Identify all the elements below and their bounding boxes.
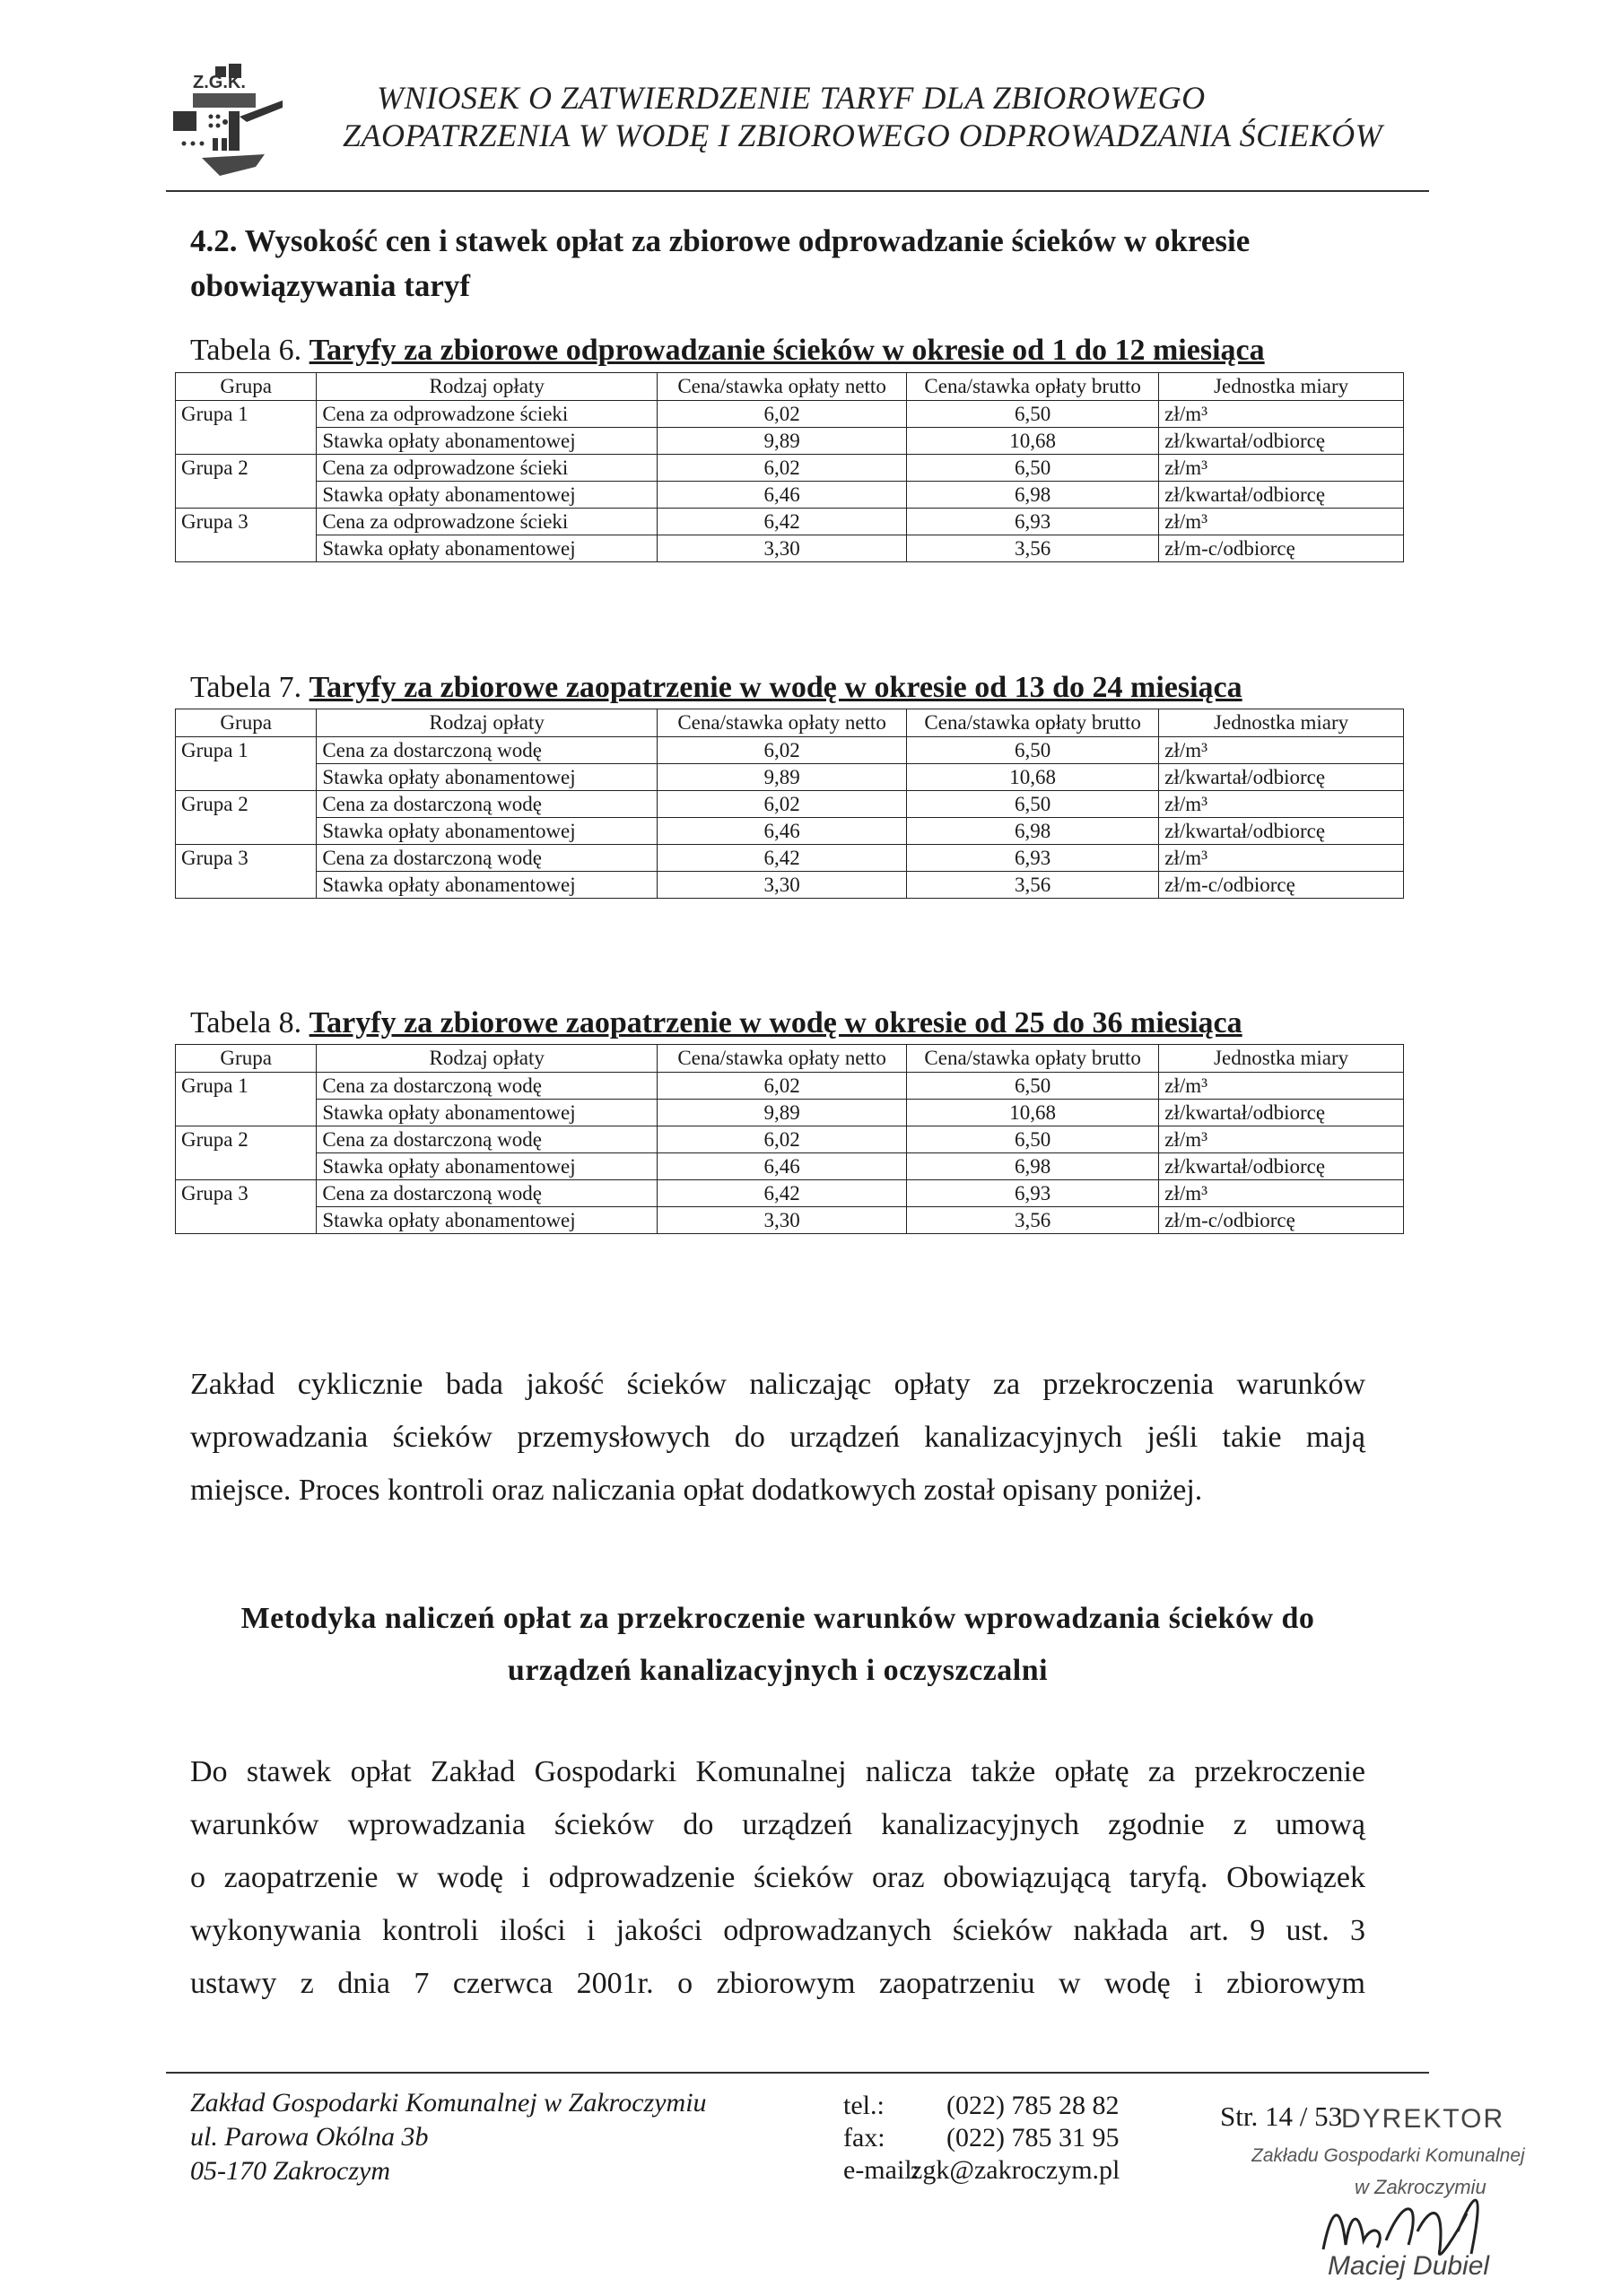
cell-net: 9,89 (658, 764, 907, 791)
cell-type: Cena za dostarczoną wodę (317, 737, 658, 764)
header-group: Grupa (176, 1045, 317, 1073)
cell-net: 3,30 (658, 535, 907, 562)
cell-group: Grupa 2 (176, 791, 317, 845)
cell-net: 9,89 (658, 1100, 907, 1126)
footer-city: 05-170 Zakroczym (190, 2156, 391, 2186)
table-header-row (176, 1045, 1404, 1073)
cell-unit: zł/m³ (1159, 1180, 1404, 1207)
cell-unit: zł/kwartał/odbiorcę (1159, 482, 1404, 509)
cell-net: 6,02 (658, 1126, 907, 1153)
table-header-row (176, 709, 1404, 737)
footer-street: ul. Parowa Okólna 3b (190, 2122, 429, 2152)
cell-type: Cena za odprowadzone ścieki (317, 455, 658, 482)
fax-label: fax: (843, 2123, 885, 2152)
header-unit: Jednostka miary (1159, 1045, 1404, 1073)
table-row (176, 1207, 1404, 1234)
table-row (176, 428, 1404, 455)
header-group: Grupa (176, 709, 317, 737)
cell-type: Stawka opłaty abonamentowej (317, 535, 658, 562)
header-unit: Jednostka miary (1159, 373, 1404, 401)
cell-gross: 6,98 (907, 482, 1159, 509)
cell-type: Stawka opłaty abonamentowej (317, 1100, 658, 1126)
cell-gross: 10,68 (907, 764, 1159, 791)
paragraph-line: wykonywania kontroli ilości i jakości odprowadzanych ścieków nakłada art. 9 ust. 3 (190, 1914, 1365, 1947)
cell-gross: 10,68 (907, 428, 1159, 455)
cell-group: Grupa 1 (176, 737, 317, 791)
table-row (176, 791, 1404, 818)
table-row (176, 509, 1404, 535)
cell-net: 6,02 (658, 401, 907, 428)
cell-type: Cena za dostarczoną wodę (317, 845, 658, 872)
cell-type: Stawka opłaty abonamentowej (317, 428, 658, 455)
stamp-name: Maciej Dubiel (1328, 2251, 1490, 2281)
header-gross: Cena/stawka opłaty brutto (907, 1045, 1159, 1073)
tariff-table (175, 709, 1404, 899)
cell-net: 6,42 (658, 845, 907, 872)
cell-type: Cena za dostarczoną wodę (317, 1126, 658, 1153)
stamp-org: Zakładu Gospodarki Komunalnej (1251, 2145, 1525, 2166)
table-title: Taryfy za zbiorowe zaopatrzenie w wodę w okresie od 13 do 24 miesiąca (309, 671, 1242, 704)
paragraph-line: o zaopatrzenie w wodę i odprowadzenie ścieków oraz obowiązującą taryfą. Obowiązek (190, 1861, 1365, 1894)
cell-gross: 3,56 (907, 535, 1159, 562)
tel-label: tel.: (843, 2091, 885, 2120)
cell-net: 6,02 (658, 455, 907, 482)
cell-type: Cena za odprowadzone ścieki (317, 509, 658, 535)
cell-group: Grupa 3 (176, 1180, 317, 1234)
cell-gross: 10,68 (907, 1100, 1159, 1126)
cell-net: 6,02 (658, 791, 907, 818)
cell-unit: zł/m³ (1159, 845, 1404, 872)
table-label: Tabela 6. (190, 334, 302, 367)
header-unit: Jednostka miary (1159, 709, 1404, 737)
paragraph-surcharges (190, 1745, 1365, 2010)
cell-gross: 6,93 (907, 509, 1159, 535)
cell-unit: zł/m³ (1159, 791, 1404, 818)
header-title-line2: ZAOPATRZENIA W WODĘ I ZBIOROWEGO ODPROWADZANIA ŚCIEKÓW (343, 117, 1383, 153)
header-type: Rodzaj opłaty (317, 1045, 658, 1073)
cell-gross: 6,50 (907, 401, 1159, 428)
table-row (176, 1073, 1404, 1100)
cell-gross: 6,50 (907, 455, 1159, 482)
cell-unit: zł/kwartał/odbiorcę (1159, 1100, 1404, 1126)
company-logo (166, 61, 301, 179)
email-value: zgk@zakroczym.pl (911, 2155, 1120, 2185)
cell-type: Stawka opłaty abonamentowej (317, 482, 658, 509)
cell-gross: 6,50 (907, 791, 1159, 818)
page-number: Str. 14 / 53 (1220, 2100, 1343, 2132)
table-row (176, 535, 1404, 562)
cell-type: Stawka opłaty abonamentowej (317, 1153, 658, 1180)
cell-group: Grupa 2 (176, 455, 317, 509)
table-row (176, 764, 1404, 791)
cell-gross: 3,56 (907, 1207, 1159, 1234)
cell-net: 9,89 (658, 428, 907, 455)
table-row (176, 401, 1404, 428)
stamp-title: DYREKTOR (1341, 2104, 1505, 2134)
email-label: e-mail: (843, 2155, 920, 2185)
header-net: Cena/stawka opłaty netto (658, 709, 907, 737)
paragraph-quality-control (190, 1358, 1365, 1517)
cell-gross: 6,93 (907, 845, 1159, 872)
cell-net: 6,42 (658, 1180, 907, 1207)
section-title: 4.2. Wysokość cen i stawek opłat za zbiorowe odprowadzanie ścieków w okresie obowiązywania taryf (190, 223, 1251, 303)
table-label: Tabela 8. (190, 1006, 302, 1039)
cell-net: 6,46 (658, 482, 907, 509)
cell-group: Grupa 3 (176, 845, 317, 899)
table-row (176, 737, 1404, 764)
cell-group: Grupa 2 (176, 1126, 317, 1180)
cell-unit: zł/m³ (1159, 1073, 1404, 1100)
footer-address (190, 2086, 707, 2188)
method-heading (190, 1593, 1365, 1697)
cell-net: 6,46 (658, 1153, 907, 1180)
paragraph-line: wprowadzania ścieków przemysłowych do urządzeń kanalizacyjnych jeśli takie mają (190, 1421, 1365, 1454)
cell-unit: zł/m³ (1159, 737, 1404, 764)
cell-type: Stawka opłaty abonamentowej (317, 818, 658, 845)
cell-net: 3,30 (658, 872, 907, 899)
tariff-table (175, 1044, 1404, 1234)
table-header-row (176, 373, 1404, 401)
cell-group: Grupa 1 (176, 401, 317, 455)
header-divider (166, 190, 1429, 192)
cell-gross: 6,98 (907, 818, 1159, 845)
cell-type: Cena za odprowadzone ścieki (317, 401, 658, 428)
cell-gross: 3,56 (907, 872, 1159, 899)
cell-gross: 6,98 (907, 1153, 1159, 1180)
paragraph-line: Zakład cyklicznie bada jakość ścieków naliczając opłaty za przekroczenia warunków (190, 1368, 1365, 1401)
cell-net: 3,30 (658, 1207, 907, 1234)
cell-group: Grupa 1 (176, 1073, 317, 1126)
cell-type: Stawka opłaty abonamentowej (317, 872, 658, 899)
table-caption (190, 334, 1265, 368)
cell-unit: zł/m-c/odbiorcę (1159, 535, 1404, 562)
footer-org: Zakład Gospodarki Komunalnej w Zakroczymiu (190, 2088, 707, 2118)
cell-gross: 6,50 (907, 1126, 1159, 1153)
footer-contact-values (911, 2090, 1120, 2187)
header-type: Rodzaj opłaty (317, 709, 658, 737)
cell-gross: 6,50 (907, 737, 1159, 764)
footer-contact-labels (843, 2090, 920, 2187)
table-title: Taryfy za zbiorowe odprowadzanie ścieków w okresie od 1 do 12 miesiąca (309, 334, 1265, 367)
table-label: Tabela 7. (190, 671, 302, 704)
cell-unit: zł/m³ (1159, 1126, 1404, 1153)
cell-unit: zł/m³ (1159, 509, 1404, 535)
cell-type: Stawka opłaty abonamentowej (317, 764, 658, 791)
paragraph-line: Do stawek opłat Zakład Gospodarki Komunalnej nalicza także opłatę za przekroczenie (190, 1755, 1365, 1788)
header-title-line1: WNIOSEK O ZATWIERDZENIE TARYF DLA ZBIOROWEGO (377, 80, 1206, 116)
table-row (176, 1180, 1404, 1207)
table-row (176, 872, 1404, 899)
cell-group: Grupa 3 (176, 509, 317, 562)
table-row (176, 455, 1404, 482)
table-row (176, 482, 1404, 509)
method-heading-line1: Metodyka naliczeń opłat za przekroczenie warunków wprowadzania ścieków do (240, 1602, 1315, 1635)
table-row (176, 1100, 1404, 1126)
table-row (176, 845, 1404, 872)
cell-type: Cena za dostarczoną wodę (317, 1073, 658, 1100)
cell-unit: zł/kwartał/odbiorcę (1159, 428, 1404, 455)
cell-gross: 6,50 (907, 1073, 1159, 1100)
header-type: Rodzaj opłaty (317, 373, 658, 401)
cell-unit: zł/m³ (1159, 401, 1404, 428)
cell-net: 6,02 (658, 737, 907, 764)
cell-unit: zł/kwartał/odbiorcę (1159, 764, 1404, 791)
table-caption (190, 1006, 1242, 1040)
cell-net: 6,46 (658, 818, 907, 845)
table-title: Taryfy za zbiorowe zaopatrzenie w wodę w okresie od 25 do 36 miesiąca (309, 1006, 1242, 1039)
header-group: Grupa (176, 373, 317, 401)
method-heading-line2: urządzeń kanalizacyjnych i oczyszczalni (507, 1654, 1049, 1687)
logo-text: Z.G.K. (193, 73, 246, 92)
table-row (176, 818, 1404, 845)
header-gross: Cena/stawka opłaty brutto (907, 709, 1159, 737)
cell-net: 6,02 (658, 1073, 907, 1100)
director-stamp (1251, 2097, 1556, 2294)
paragraph-line: miejsce. Proces kontroli oraz naliczania opłat dodatkowych został opisany poniżej. (190, 1474, 1203, 1507)
cell-gross: 6,93 (907, 1180, 1159, 1207)
signature (1323, 2200, 1478, 2254)
tel-value: (022) 785 28 82 (946, 2091, 1120, 2120)
header-net: Cena/stawka opłaty netto (658, 1045, 907, 1073)
header-gross: Cena/stawka opłaty brutto (907, 373, 1159, 401)
cell-unit: zł/m³ (1159, 455, 1404, 482)
stamp-place: w Zakroczymiu (1355, 2176, 1486, 2198)
cell-unit: zł/m-c/odbiorcę (1159, 1207, 1404, 1234)
footer-divider (166, 2072, 1429, 2074)
cell-type: Stawka opłaty abonamentowej (317, 1207, 658, 1234)
table-row (176, 1153, 1404, 1180)
table-caption (190, 671, 1242, 705)
tariff-table (175, 372, 1404, 562)
table-row (176, 1126, 1404, 1153)
fax-value: (022) 785 31 95 (946, 2123, 1120, 2152)
cell-type: Cena za dostarczoną wodę (317, 791, 658, 818)
cell-unit: zł/kwartał/odbiorcę (1159, 818, 1404, 845)
header-net: Cena/stawka opłaty netto (658, 373, 907, 401)
paragraph-line: warunków wprowadzania ścieków do urządzeń kanalizacyjnych zgodnie z umową (190, 1808, 1365, 1841)
cell-unit: zł/kwartał/odbiorcę (1159, 1153, 1404, 1180)
paragraph-line: ustawy z dnia 7 czerwca 2001r. o zbiorowym zaopatrzeniu w wodę i zbiorowym (190, 1967, 1365, 2000)
cell-unit: zł/m-c/odbiorcę (1159, 872, 1404, 899)
cell-net: 6,42 (658, 509, 907, 535)
cell-type: Cena za dostarczoną wodę (317, 1180, 658, 1207)
